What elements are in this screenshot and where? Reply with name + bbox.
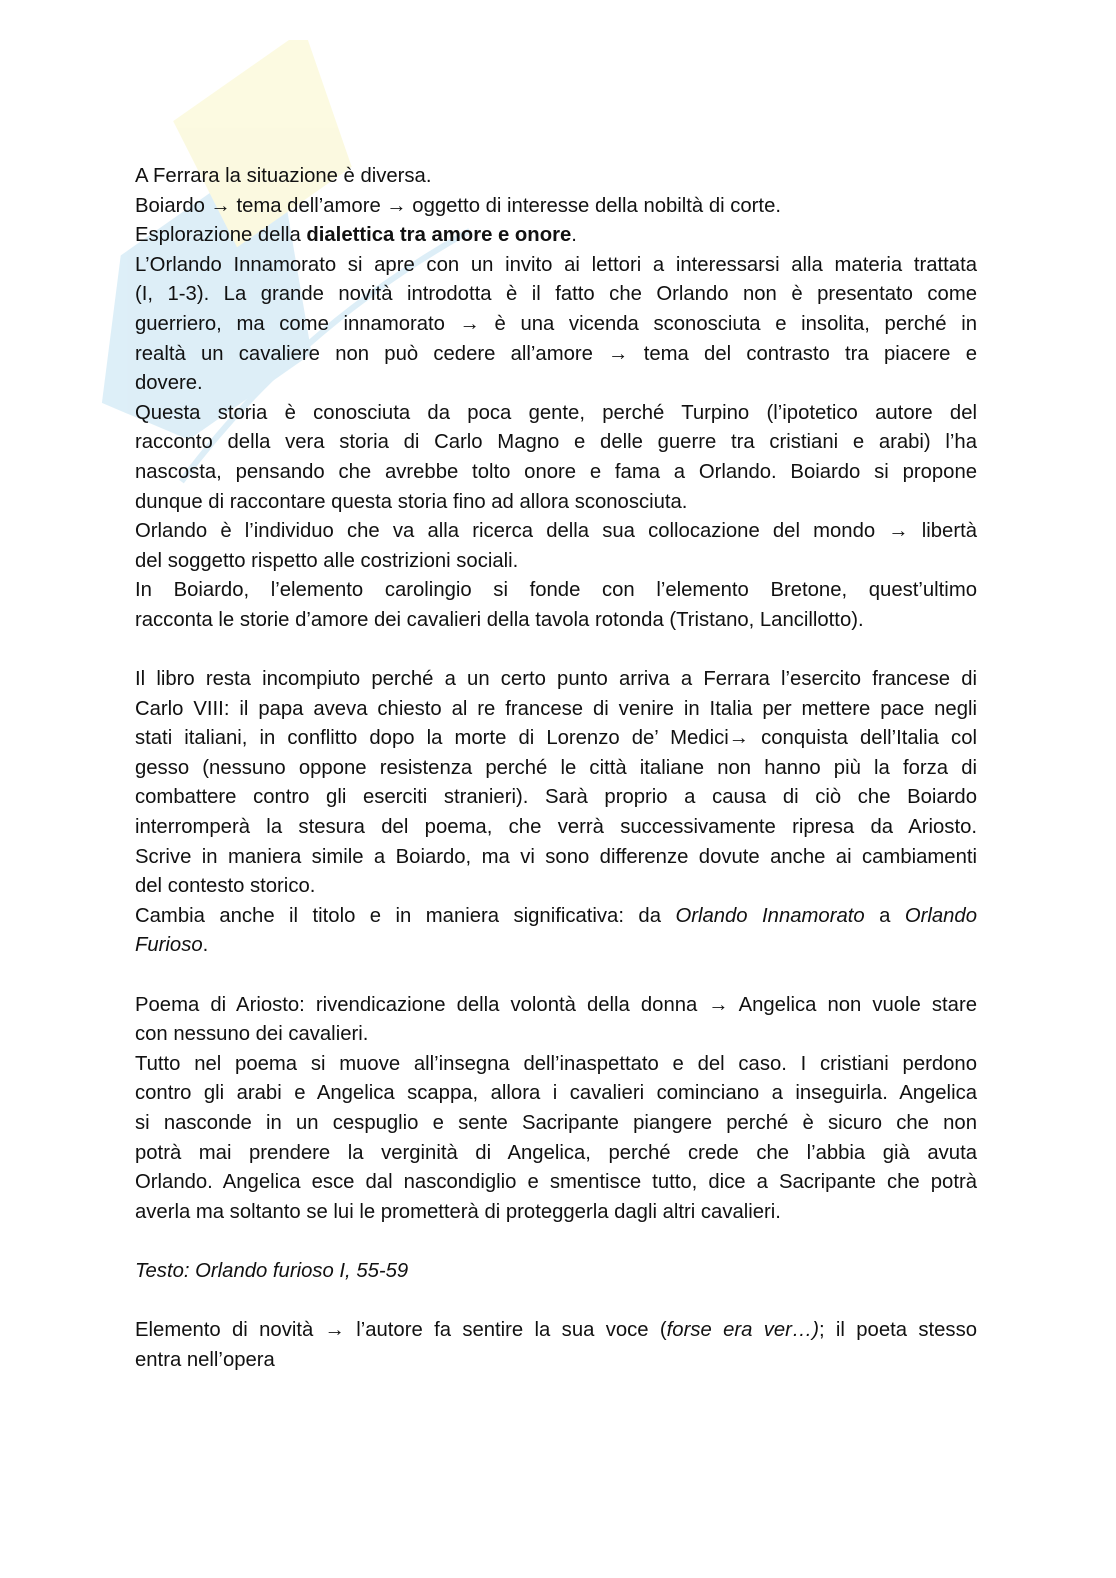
arrow-icon: → (728, 727, 750, 750)
text-run: del contesto storico. (135, 875, 316, 898)
text-run: Esplorazione della (135, 224, 307, 247)
text-run: l’autore fa sentire la sua voce ( (344, 1319, 667, 1342)
text-run: guerriero, ma come innamorato (135, 312, 460, 335)
text-run: libertà (908, 520, 978, 543)
paragraph-line (135, 754, 977, 784)
paragraph-line (135, 576, 977, 606)
text-run: averla ma soltanto se lui le prometterà di proteggerla dagli altri cavalieri. (135, 1200, 781, 1223)
text-run: Cambia anche il titolo e in maniera significativa: da (135, 904, 676, 927)
text-run: contro gli arabi e Angelica scappa, allora i cavalieri cominciano a inseguirla. Angelica (135, 1082, 977, 1105)
paragraph-line (135, 665, 977, 695)
text-run: stati italiani, in conflitto dopo la morte di Lorenzo de’ Medici (135, 727, 729, 750)
text-run: interromperà la stesura del poema, che verrà successivamente ripresa da Ariosto. (135, 816, 977, 839)
text-run: potrà mai prendere la verginità di Angelica, perché crede che l’abbia già avuta (135, 1141, 977, 1164)
arrow-icon: → (708, 993, 729, 1016)
text-line (135, 192, 977, 222)
text-line (135, 1257, 977, 1287)
text-run: Carlo VIII: il papa aveva chiesto al re francese di venire in Italia per mettere pace negli (135, 697, 977, 720)
paragraph-line (135, 1168, 977, 1198)
text-run: racconta le storie d’amore dei cavalieri della tavola rotonda (Tristano, Lancillotto). (135, 608, 864, 631)
text-run: . (571, 224, 577, 247)
text-run: Orlando (904, 904, 977, 927)
text-run: combattere contro gli eserciti stranieri). Sarà proprio a causa di ciò che Boiardo (135, 786, 977, 809)
text-run: dovere. (135, 372, 203, 395)
paragraph-line (135, 517, 977, 547)
text-run: entra nell’opera (135, 1348, 275, 1371)
paragraph-line (135, 783, 977, 813)
paragraph-line (135, 369, 977, 399)
paragraph-line (135, 1079, 977, 1109)
text-run: Testo: Orlando furioso I, 55-59 (135, 1259, 409, 1282)
blank-line (135, 1227, 977, 1257)
text-run: Elemento di novità (135, 1319, 325, 1342)
text-run: Furioso (135, 934, 203, 957)
paragraph-line (135, 1346, 977, 1376)
paragraph (135, 991, 977, 1050)
paragraph-line (135, 458, 977, 488)
text-run: conquista dell’Italia col (749, 727, 977, 750)
paragraph (135, 576, 977, 635)
paragraph-line (135, 1050, 977, 1080)
paragraph (135, 665, 977, 902)
paragraph-line (135, 606, 977, 636)
text-run: gesso (nessuno oppone resistenza perché le città italiane non hanno più la forza di (135, 756, 977, 779)
text-run: forse era ver…) (666, 1319, 819, 1342)
paragraph-line (135, 1020, 977, 1050)
paragraph (135, 902, 977, 961)
paragraph-line (135, 931, 977, 961)
paragraph-line (135, 902, 977, 932)
text-run: realtà un cavaliere non può cedere all’amore (135, 342, 609, 365)
text-run: Scrive in maniera simile a Boiardo, ma vi sono differenze dovute anche ai cambiamenti (135, 845, 977, 868)
paragraph (135, 399, 977, 517)
paragraph-line (135, 813, 977, 843)
paragraph-line (135, 1198, 977, 1228)
paragraph-line (135, 695, 977, 725)
text-run: dunque di raccontare questa storia fino ad allora sconosciuta. (135, 490, 688, 513)
blank-line (135, 636, 977, 666)
text-run: Il libro resta incompiuto perché a un certo punto arriva a Ferrara l’esercito francese di (135, 668, 977, 691)
paragraph-line (135, 547, 977, 577)
arrow-icon: → (324, 1319, 345, 1342)
text-run: Poema di Ariosto: rivendicazione della volontà della donna (135, 993, 709, 1016)
paragraph-line (135, 724, 977, 754)
paragraph-line (135, 872, 977, 902)
paragraph-line (135, 340, 977, 370)
text-run: ; il poeta stesso (818, 1319, 977, 1342)
text-run: si nasconde in un cespuglio e sente Sacripante piangere perché è sicuro che non (135, 1112, 977, 1134)
paragraph-line (135, 399, 977, 429)
arrow-icon: → (888, 520, 909, 543)
text-run: . (202, 934, 209, 957)
text-run: nascosta, pensando che avrebbe tolto onore e fama a Orlando. Boiardo si propone (135, 460, 977, 483)
text-line (135, 162, 977, 192)
text-run: (I, 1-3). La grande novità introdotta è il fatto che Orlando non è presentato come (135, 283, 977, 306)
text-run: A Ferrara la situazione è diversa. (135, 165, 432, 187)
blank-line (135, 1287, 977, 1317)
paragraph-line (135, 1109, 977, 1139)
paragraph (135, 1050, 977, 1228)
text-run: dialettica tra amore e onore (306, 224, 572, 247)
text-run: a (864, 904, 905, 927)
text-run: Tutto nel poema si muove all’insegna dell’inaspettato e del caso. I cristiani perdono (135, 1052, 977, 1075)
paragraph-line (135, 251, 977, 281)
paragraph-line (135, 843, 977, 873)
text-run: Questa storia è conosciuta da poca gente, perché Turpino (l’ipotetico autore del (135, 401, 977, 424)
arrow-icon: → (386, 194, 407, 217)
text-run: racconto della vera storia di Carlo Magno e delle guerre tra cristiani e arabi) l’ha (135, 431, 977, 454)
text-run: tema del contrasto tra piacere e (628, 342, 977, 365)
text-run: tema dell’amore (230, 194, 387, 217)
text-run: del soggetto rispetto alle costrizioni sociali. (135, 549, 519, 572)
text-run: Boiardo (135, 194, 211, 217)
paragraph-line (135, 1316, 977, 1346)
text-run: L’Orlando Innamorato si apre con un invito ai lettori a interessarsi alla materia trattata (135, 253, 977, 276)
arrow-icon: → (608, 342, 629, 365)
paragraph-line (135, 280, 977, 310)
paragraph-line (135, 1139, 977, 1169)
paragraph (135, 251, 977, 399)
text-run: In Boiardo, l’elemento carolingio si fonde con l’elemento Bretone, quest’ultimo (135, 579, 977, 602)
paragraph-line (135, 310, 977, 340)
paragraph (135, 1316, 977, 1375)
paragraph-line (135, 428, 977, 458)
paragraph-line (135, 488, 977, 518)
text-run: Orlando. Angelica esce dal nascondiglio e smentisce tutto, dice a Sacripante che potrà (135, 1171, 977, 1194)
paragraph (135, 517, 977, 576)
arrow-icon: → (210, 194, 231, 217)
text-run: Angelica non vuole stare (728, 993, 977, 1016)
text-run: Orlando è l’individuo che va alla ricerca della sua collocazione del mondo (135, 520, 889, 543)
blank-line (135, 961, 977, 991)
document-body (135, 162, 977, 1375)
arrow-icon: → (459, 312, 480, 335)
text-line (135, 221, 977, 251)
text-run: con nessuno dei cavalieri. (135, 1023, 369, 1046)
text-run: Orlando Innamorato (675, 904, 865, 927)
paragraph-line (135, 991, 977, 1021)
text-run: oggetto di interesse della nobiltà di corte. (406, 194, 781, 217)
text-run: è una vicenda sconosciuta e insolita, perché in (479, 312, 977, 335)
